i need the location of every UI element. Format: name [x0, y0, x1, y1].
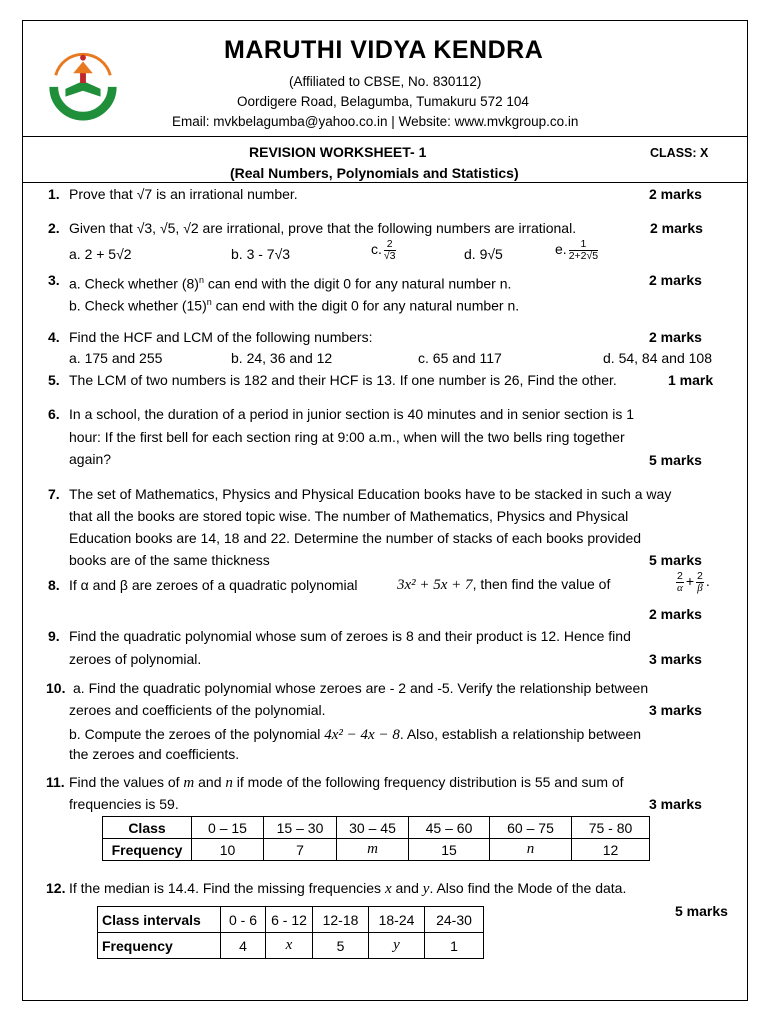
table-cell: 45 – 60 — [409, 817, 490, 839]
marks-label: 5 marks — [675, 903, 728, 919]
marks-label: 2 marks — [649, 606, 702, 622]
question-line: zeroes of polynomial. — [69, 651, 202, 667]
marks-label: 3 marks — [649, 702, 702, 718]
question-line: a. Find the quadratic polynomial whose zeroes are - 2 and -5. Verify the relationship between — [73, 680, 649, 696]
table-cell: 12-18 — [313, 907, 369, 933]
table-cell: 0 - 6 — [221, 907, 266, 933]
table-cell: Class intervals — [98, 907, 221, 933]
table-header-row — [98, 907, 484, 933]
table-header-row — [103, 817, 650, 839]
affiliation: (Affiliated to CBSE, No. 830112) — [289, 74, 482, 89]
table-cell: y — [369, 933, 425, 959]
question-text: Given that √3, √5, √2 are irrational, prove that the following numbers are irrational. — [69, 220, 577, 236]
question-text: Prove that √7 is an irrational number. — [69, 186, 298, 202]
table-cell: n — [490, 839, 572, 861]
marks-label: 5 marks — [649, 452, 702, 468]
table-cell: 5 — [313, 933, 369, 959]
option-d: d. 54, 84 and 108 — [603, 350, 712, 366]
table-cell: 0 – 15 — [192, 817, 264, 839]
question-line: that all the books are stored topic wise. The number of Mathematics, Physics and Physical — [69, 508, 629, 524]
table-cell: 12 — [572, 839, 650, 861]
option-c: c. $\frac{2}{√3}$ — [371, 237, 396, 262]
marks-label: 2 marks — [649, 329, 702, 345]
question-text: If α and β are zeroes of a quadratic polynomial — [69, 577, 358, 593]
question-line: Education books are 14, 18 and 22. Determine the number of stacks of each books provided — [69, 530, 642, 546]
table-cell: 30 – 45 — [337, 817, 409, 839]
table-cell: 18-24 — [369, 907, 425, 933]
question-text: The LCM of two numbers is 182 and their HCF is 13. If one number is 26, Find the other. — [69, 372, 617, 388]
worksheet-topics: (Real Numbers, Polynomials and Statistics) — [230, 165, 519, 181]
question-number: 6. — [48, 406, 60, 422]
question-number: 10. — [46, 680, 66, 696]
question-text-b: b. Check whether $(15)^n$ can end with the digit 0 for any natural number n. — [69, 297, 520, 314]
question-line: zeroes and coefficients of the polynomial. — [69, 702, 326, 718]
question-line: the zeroes and coefficients. — [69, 746, 240, 762]
polynomial: 3x² + 5x + 7, then find the value of — [397, 576, 611, 593]
address: Oordigere Road, Belagumba, Tumakuru 572 104 — [237, 94, 529, 109]
question-number: 9. — [48, 628, 60, 644]
table-cell: 75 - 80 — [572, 817, 650, 839]
marks-label: 1 mark — [668, 372, 714, 388]
table-cell: 1 — [425, 933, 484, 959]
table-cell: 10 — [192, 839, 264, 861]
option-a: a. 175 and 255 — [69, 350, 163, 366]
table-cell: Class — [103, 817, 192, 839]
table-row — [98, 933, 484, 959]
table-cell: m — [337, 839, 409, 861]
question-line: frequencies is 59. — [69, 796, 179, 812]
question-number: 2. — [48, 220, 60, 236]
marks-label: 2 marks — [649, 186, 702, 202]
school-name: MARUTHI VIDYA KENDRA — [224, 36, 544, 64]
worksheet-title: REVISION WORKSHEET- 1 — [249, 144, 427, 160]
table-cell: 15 — [409, 839, 490, 861]
option-d: d. 9√5 — [464, 246, 503, 262]
question-line: b. Compute the zeroes of the polynomial 4x² − 4x − 8. Also, establish a relationship between — [69, 726, 642, 743]
class-label: CLASS: X — [650, 146, 709, 160]
question-number: 4. — [48, 329, 60, 345]
question-number: 12. — [46, 880, 66, 896]
option-a: a. 2 + 5√2 — [69, 246, 132, 262]
question-line: books are of the same thickness — [69, 552, 270, 568]
question-line: Find the values of m and n if mode of the following frequency distribution is 55 and sum of — [69, 774, 624, 791]
question-number: 1. — [48, 186, 60, 202]
option-b: b. 3 - 7√3 — [231, 246, 291, 262]
table-cell: 7 — [264, 839, 337, 861]
question-number: 5. — [48, 372, 60, 388]
fraction-expression: $\frac{2}{\alpha}$ + $\frac{2}{\beta}$ . — [677, 569, 710, 594]
question-line: hour: If the first bell for each section ring at 9:00 a.m., when will the two bells ring together — [69, 429, 625, 445]
divider — [22, 136, 748, 137]
table-cell: x — [266, 933, 313, 959]
table-cell: Frequency — [98, 933, 221, 959]
frequency-table-12 — [97, 906, 484, 959]
frequency-table-11 — [102, 816, 650, 861]
table-cell: 6 - 12 — [266, 907, 313, 933]
question-number: 11. — [46, 774, 65, 790]
question-text-a: a. Check whether $(8)^n$ can end with the digit 0 for any natural number n. — [69, 275, 512, 292]
question-line: Find the quadratic polynomial whose sum of zeroes is 8 and their product is 12. Hence find — [69, 628, 631, 644]
question-text: Find the HCF and LCM of the following numbers: — [69, 329, 373, 345]
table-cell: 15 – 30 — [264, 817, 337, 839]
table-cell: 24-30 — [425, 907, 484, 933]
option-e: e. $\frac{1}{2+2√5}$ — [555, 237, 599, 262]
question-line: If the median is 14.4. Find the missing frequencies x and y. Also find the Mode of the data. — [69, 880, 627, 897]
marks-label: 2 marks — [649, 272, 702, 288]
option-c: c. 65 and 117 — [418, 350, 502, 366]
marks-label: 2 marks — [650, 220, 703, 236]
school-logo-icon — [44, 44, 122, 122]
table-row — [103, 839, 650, 861]
question-number: 8. — [48, 577, 60, 593]
option-b: b. 24, 36 and 12 — [231, 350, 333, 366]
question-line: The set of Mathematics, Physics and Physical Education books have to be stacked in such a way — [69, 486, 672, 502]
contact-info: Email: mvkbelagumba@yahoo.co.in | Website: www.mvkgroup.co.in — [172, 114, 579, 129]
question-number: 3. — [48, 272, 60, 288]
marks-label: 3 marks — [649, 651, 702, 667]
question-line: In a school, the duration of a period in junior section is 40 minutes and in senior section is 1 — [69, 406, 634, 422]
question-number: 7. — [48, 486, 60, 502]
marks-label: 3 marks — [649, 796, 702, 812]
marks-label: 5 marks — [649, 552, 702, 568]
question-line: again? — [69, 451, 112, 467]
table-cell: Frequency — [103, 839, 192, 861]
table-cell: 60 – 75 — [490, 817, 572, 839]
table-cell: 4 — [221, 933, 266, 959]
